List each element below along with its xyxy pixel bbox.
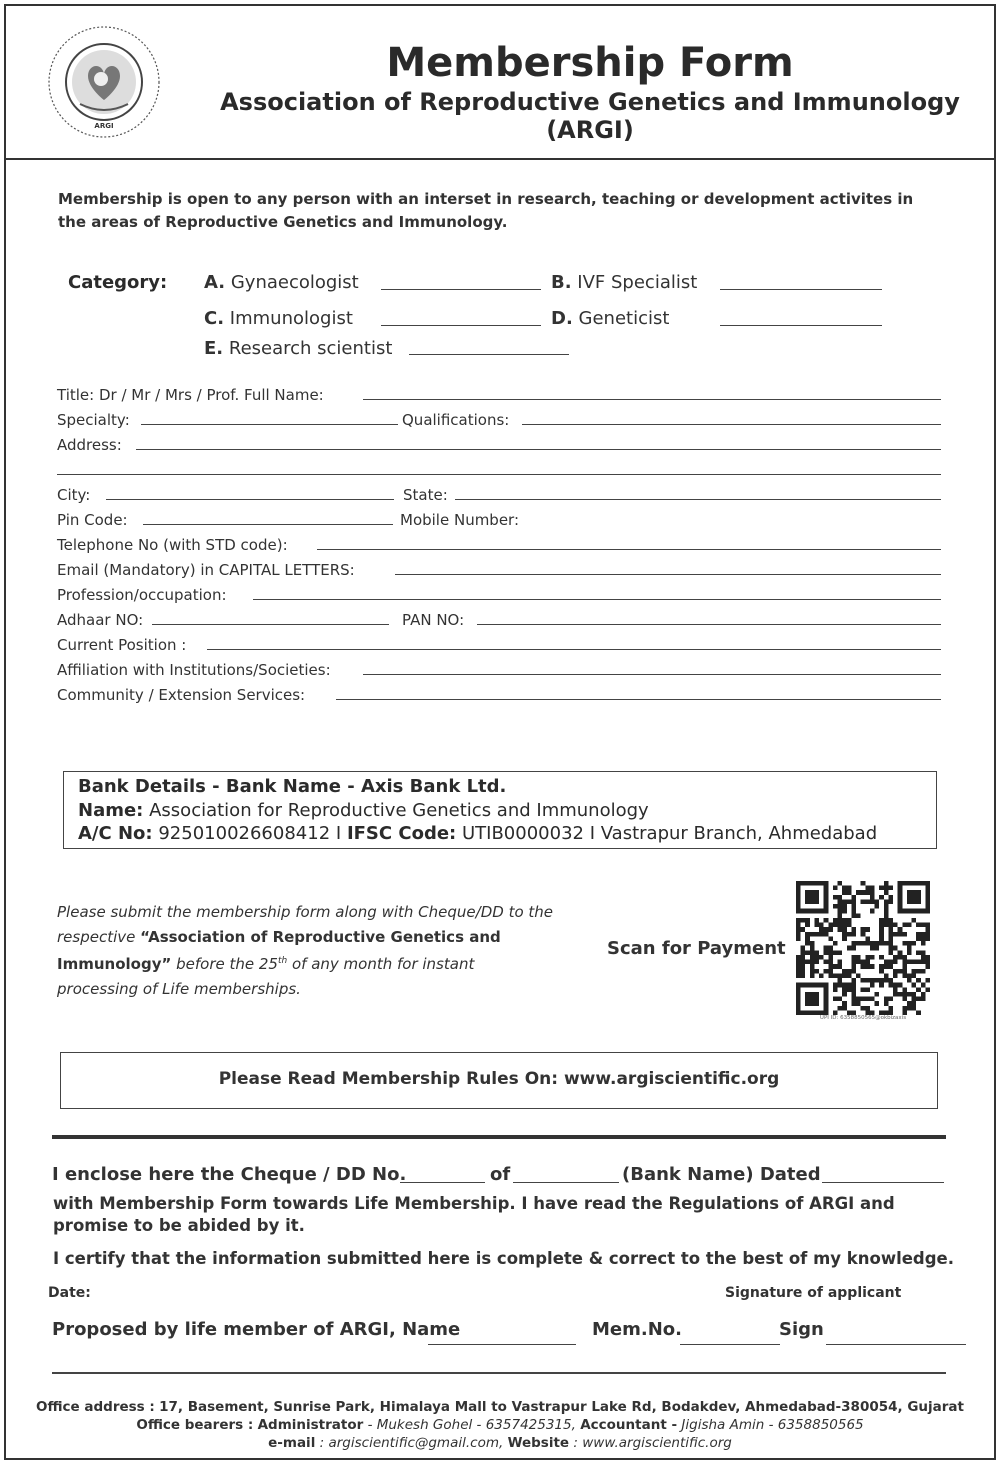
pin-code-field[interactable] bbox=[143, 524, 393, 525]
affiliation-label: Affiliation with Institutions/Societies: bbox=[57, 661, 331, 679]
dated-field[interactable] bbox=[822, 1182, 944, 1183]
current-position-label: Current Position : bbox=[57, 636, 187, 654]
mem-no-field[interactable] bbox=[680, 1344, 780, 1345]
city-label: City: bbox=[57, 486, 91, 504]
payment-qr-code[interactable] bbox=[796, 881, 930, 1015]
state-field[interactable] bbox=[455, 499, 941, 500]
membership-rules-box bbox=[60, 1052, 938, 1109]
address-field-line2[interactable] bbox=[57, 474, 941, 475]
form-title: Membership Form bbox=[386, 40, 794, 86]
specialty-label: Specialty: bbox=[57, 411, 130, 429]
submission-note: Please submit the membership form along with Cheque/DD to the respective “Association of Reproductive Genetics and Immunology” before the 25th of any month for instant processing of Life memberships. bbox=[57, 903, 554, 998]
state-label: State: bbox=[403, 486, 448, 504]
account-number-line: A/C No: 925010026608412 I IFSC Code: UTIB0000032 I Vastrapur Branch, Ahmedabad bbox=[78, 823, 878, 844]
pin-code-label: Pin Code: bbox=[57, 511, 128, 529]
affiliation-field[interactable] bbox=[363, 674, 941, 675]
category-option-b: B. IVF Specialist bbox=[551, 272, 698, 293]
email-field[interactable] bbox=[395, 574, 941, 575]
qualifications-label: Qualifications: bbox=[402, 411, 510, 429]
category-option-d: D. Geneticist bbox=[551, 308, 670, 329]
mobile-label: Mobile Number: bbox=[400, 511, 520, 529]
header-divider bbox=[4, 158, 994, 160]
proposed-by-label: Proposed by life member of ARGI, Name bbox=[52, 1319, 461, 1340]
profession-field[interactable] bbox=[253, 599, 941, 600]
category-option-e: E. Research scientist bbox=[204, 338, 393, 359]
address-label: Address: bbox=[57, 436, 122, 454]
intro-text: Membership is open to any person with an interset in research, teaching or development activites in the areas of Reproductive Genetics and Immunology. bbox=[58, 190, 914, 231]
pan-label: PAN NO: bbox=[402, 611, 465, 629]
full-name-label: Title: Dr / Mr / Mrs / Prof. Full Name: bbox=[57, 386, 324, 404]
qualifications-field[interactable] bbox=[522, 424, 941, 425]
declaration-divider bbox=[52, 1135, 946, 1139]
telephone-field[interactable] bbox=[317, 549, 941, 550]
footer-divider bbox=[52, 1372, 946, 1374]
bank-name-dated-label: (Bank Name) Dated bbox=[622, 1164, 821, 1185]
community-field[interactable] bbox=[336, 699, 941, 700]
adhaar-field[interactable] bbox=[152, 624, 389, 625]
category-option-c: C. Immunologist bbox=[204, 308, 353, 329]
office-bearers: Office bearers : Administrator - Mukesh Gohel - 6357425315, Accountant - Jigisha Amin - 6358850565 bbox=[136, 1417, 864, 1433]
proposer-name-field[interactable] bbox=[428, 1344, 576, 1345]
argi-logo bbox=[44, 24, 164, 144]
upi-id-text: UPI ID: 6358850565@okbizaxis bbox=[819, 1015, 907, 1021]
current-position-field[interactable] bbox=[207, 649, 941, 650]
sign-field[interactable] bbox=[826, 1344, 966, 1345]
signature-label: Signature of applicant bbox=[725, 1285, 902, 1301]
category-a-line[interactable] bbox=[381, 289, 541, 290]
adhaar-label: Adhaar NO: bbox=[57, 611, 144, 629]
svg-text:ARGI: ARGI bbox=[94, 122, 114, 130]
pan-field[interactable] bbox=[477, 624, 941, 625]
bank-name-line: Bank Details - Bank Name - Axis Bank Ltd. bbox=[78, 776, 507, 797]
scan-for-payment-label: Scan for Payment bbox=[607, 938, 786, 959]
sign-label: Sign bbox=[779, 1319, 824, 1340]
membership-rules-text[interactable]: Please Read Membership Rules On: www.argiscientific.org bbox=[218, 1069, 780, 1089]
address-field[interactable] bbox=[136, 449, 941, 450]
category-b-line[interactable] bbox=[720, 289, 882, 290]
category-e-line[interactable] bbox=[409, 354, 569, 355]
bank-details-box bbox=[63, 771, 937, 849]
bank-name-field[interactable] bbox=[513, 1182, 619, 1183]
account-name-line: Name: Association for Reproductive Genetics and Immunology bbox=[78, 800, 649, 821]
city-field[interactable] bbox=[106, 499, 394, 500]
certify-text: I certify that the information submitted here is complete & correct to the best of my knowledge. bbox=[53, 1249, 954, 1268]
of-label: of bbox=[490, 1164, 511, 1185]
category-label: Category: bbox=[68, 272, 168, 293]
mem-no-label: Mem.No. bbox=[592, 1319, 682, 1340]
specialty-field[interactable] bbox=[141, 424, 398, 425]
date-label: Date: bbox=[48, 1285, 91, 1301]
category-c-line[interactable] bbox=[381, 325, 541, 326]
category-option-a: A. Gynaecologist bbox=[204, 272, 359, 293]
contact-line: e-mail : argiscientific@gmail.com, Website : www.argiscientific.org bbox=[268, 1435, 732, 1451]
community-label: Community / Extension Services: bbox=[57, 686, 306, 704]
form-subtitle: Association of Reproductive Genetics and Immunology (ARGI) bbox=[220, 88, 960, 144]
full-name-field[interactable] bbox=[363, 399, 941, 400]
membership-promise-text: with Membership Form towards Life Membership. I have read the Regulations of ARGI and promise to be abided by it. bbox=[53, 1194, 895, 1235]
telephone-label: Telephone No (with STD code): bbox=[57, 536, 288, 554]
category-d-line[interactable] bbox=[720, 325, 882, 326]
office-address: Office address : 17, Basement, Sunrise Park, Himalaya Mall to Vastrapur Lake Rd, Bodakdev, Ahmedabad-380054, Gujarat bbox=[36, 1399, 964, 1415]
email-label: Email (Mandatory) in CAPITAL LETTERS: bbox=[57, 561, 355, 579]
profession-label: Profession/occupation: bbox=[57, 586, 227, 604]
enclose-cheque-label: I enclose here the Cheque / DD No. bbox=[52, 1164, 407, 1185]
cheque-number-field[interactable] bbox=[400, 1182, 485, 1183]
